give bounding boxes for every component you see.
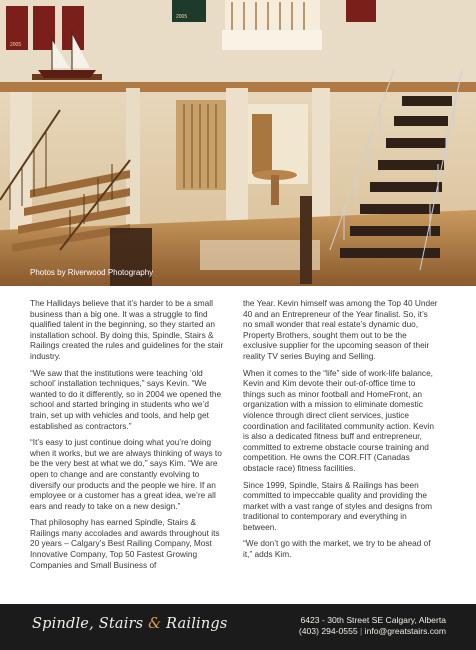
article-paragraph: “We don’t go with the market, we try to be ahead of it,” adds Kim.: [243, 538, 431, 560]
contact-info: [299, 615, 446, 637]
plaque-year: 2005: [10, 42, 22, 48]
article-column-left: [30, 298, 226, 576]
article-body: [0, 286, 476, 604]
brand-name-part: Railings: [161, 616, 228, 632]
brand-ampersand: &: [148, 616, 162, 632]
address: 6423 - 30th Street SE Calgary, Alberta: [300, 615, 446, 625]
contact-separator: |: [360, 626, 363, 636]
footer-bar: [0, 604, 476, 650]
article-paragraph: “It’s easy to just continue doing what you’re doing when it works, but we are always thinking of ways to be the very best at what we do,” says Kim. “We are open to change and are constantly evolving to diversify our products and the people we hire. If an employee or a customer has a great idea, we’re all ears and ready to take on a new design.”: [30, 437, 222, 511]
article-paragraph: the Year. Kevin himself was among the Top 40 Under 40 and an Entrepreneur of the Year finalist. So, it’s no small wonder that real estate’s dynamic duo, Property Brothers, sought them out to be the exclusive supplier for the upcoming season of their reality TV series Buying and Selling.: [243, 298, 438, 361]
email-link[interactable]: info@greatstairs.com: [364, 626, 446, 636]
article-paragraph: Since 1999, Spindle, Stairs & Railings has been committed to impeccable quality and providing the market with a vast range of styles and designs from traditional to contemporary and everything in between.: [243, 479, 433, 532]
showroom-photo: [0, 0, 476, 286]
company-logo: [32, 616, 228, 632]
brand-name-part: Spindle, Stairs: [32, 616, 149, 632]
article-column-right: [243, 298, 439, 566]
phone-number: (403) 294-0555: [298, 626, 358, 636]
article-paragraph: When it comes to the “life” side of work-life balance, Kevin and Kim devote their out-of-office time to things such as minor football and HomeFront, an organization with a mission to eliminate domestic violence through direct client services, justice coordination and facilitated community action. Kevin is also a dedicated fitness buff and entrepreneur, committed to extreme obstacle course training and competition. He owns the COR.FIT (Canadas obstacle race) fitness facilities.: [243, 367, 434, 473]
article-paragraph: “We saw that the institutions were teaching ‘old school’ installation techniques,” says Kevin. “We wanted to do it differently, so in 2004 we opened the school and started bringing in students who we’d train, set up with vehicles and tools, and help get established as contractors.”: [30, 367, 222, 431]
photo-credit: Photos by Riverwood Photography: [30, 268, 154, 277]
article-paragraph: The Hallidays believe that it’s harder to be a small business than a big one. It was a struggle to find qualified talent in the beginning, so they started an installation school. By doing this, Spindle, Stairs & Railings created the rules and guidelines for the stair industry.: [30, 298, 224, 361]
svg-text:2005: 2005: [176, 14, 188, 20]
article-paragraph: That philosophy has earned Spindle, Stairs & Railings many accolades and awards throughout its 20 years – Calgary’s Best Railing Company, Most Innovative Company, Top 50 Fastest Growing Companies and Small Business of: [30, 517, 220, 570]
